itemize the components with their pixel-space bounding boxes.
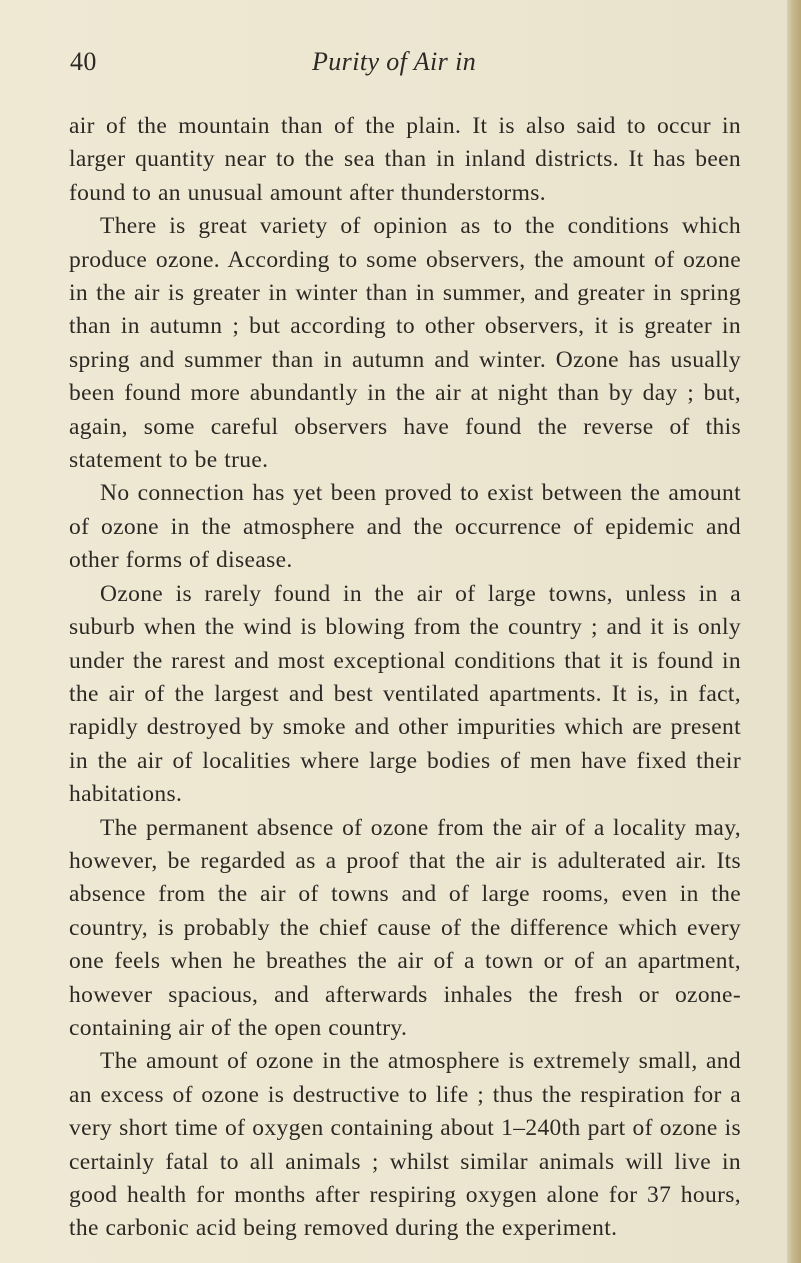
body-text <box>69 110 741 1246</box>
paragraph: air of the mountain than of the plain. It is also said to occur in larger quantity near to the sea than in inland districts. It has been found to an unusual amount after thunderstorms. <box>69 113 741 206</box>
page-number: 40 <box>70 47 97 76</box>
page-edge <box>787 0 801 1263</box>
paragraph: Ozone is rarely found in the air of large towns, unless in a suburb when the wind is blowing from the country ; and it is only under the rarest and most exceptional conditions that it is found in the air of the largest and best ventilated apartments. It is, in fact, rapidly destroyed by smoke and other impurities which are present in the air of localities where large bodies of men have fixed their habitations. <box>69 580 741 808</box>
page-header <box>70 47 730 87</box>
paragraph: The amount of ozone in the atmosphere is extremely small, and an excess of ozone is destructive to life ; thus the respiration for a very short time of oxygen containing about 1–240th part of ozone is certainly fatal to all animals ; whilst similar animals will live in good health for months after respiring oxygen alone for 37 hours, the carbonic acid being removed during the experiment. <box>69 1048 741 1242</box>
running-title: Purity of Air in <box>312 47 477 76</box>
paragraph: The permanent absence of ozone from the air of a locality may, however, be regarded as a proof that the air is adulterated air. Its absence from the air of towns and of large rooms, even in the country, is probably the chief cause of the difference which every one feels when he breathes the air of a town or of an apartment, however spacious, and afterwards inhales the fresh or ozone-containing air of the open country. <box>69 814 741 1041</box>
paragraph: There is great variety of opinion as to the conditions which produce ozone. According to some observers, the amount of ozone in the air is greater in winter than in summer, and greater in spring than in autumn ; but according to other observers, it is greater in spring and summer than in autumn and winter. Ozone has usually been found more abundantly in the air at night than by day ; but, again, some careful observers have found the reverse of this statement to be true. <box>69 213 741 474</box>
paragraph: No connection has yet been proved to exist between the amount of ozone in the atmosphere and the occurrence of epidemic and other forms of disease. <box>69 480 741 574</box>
